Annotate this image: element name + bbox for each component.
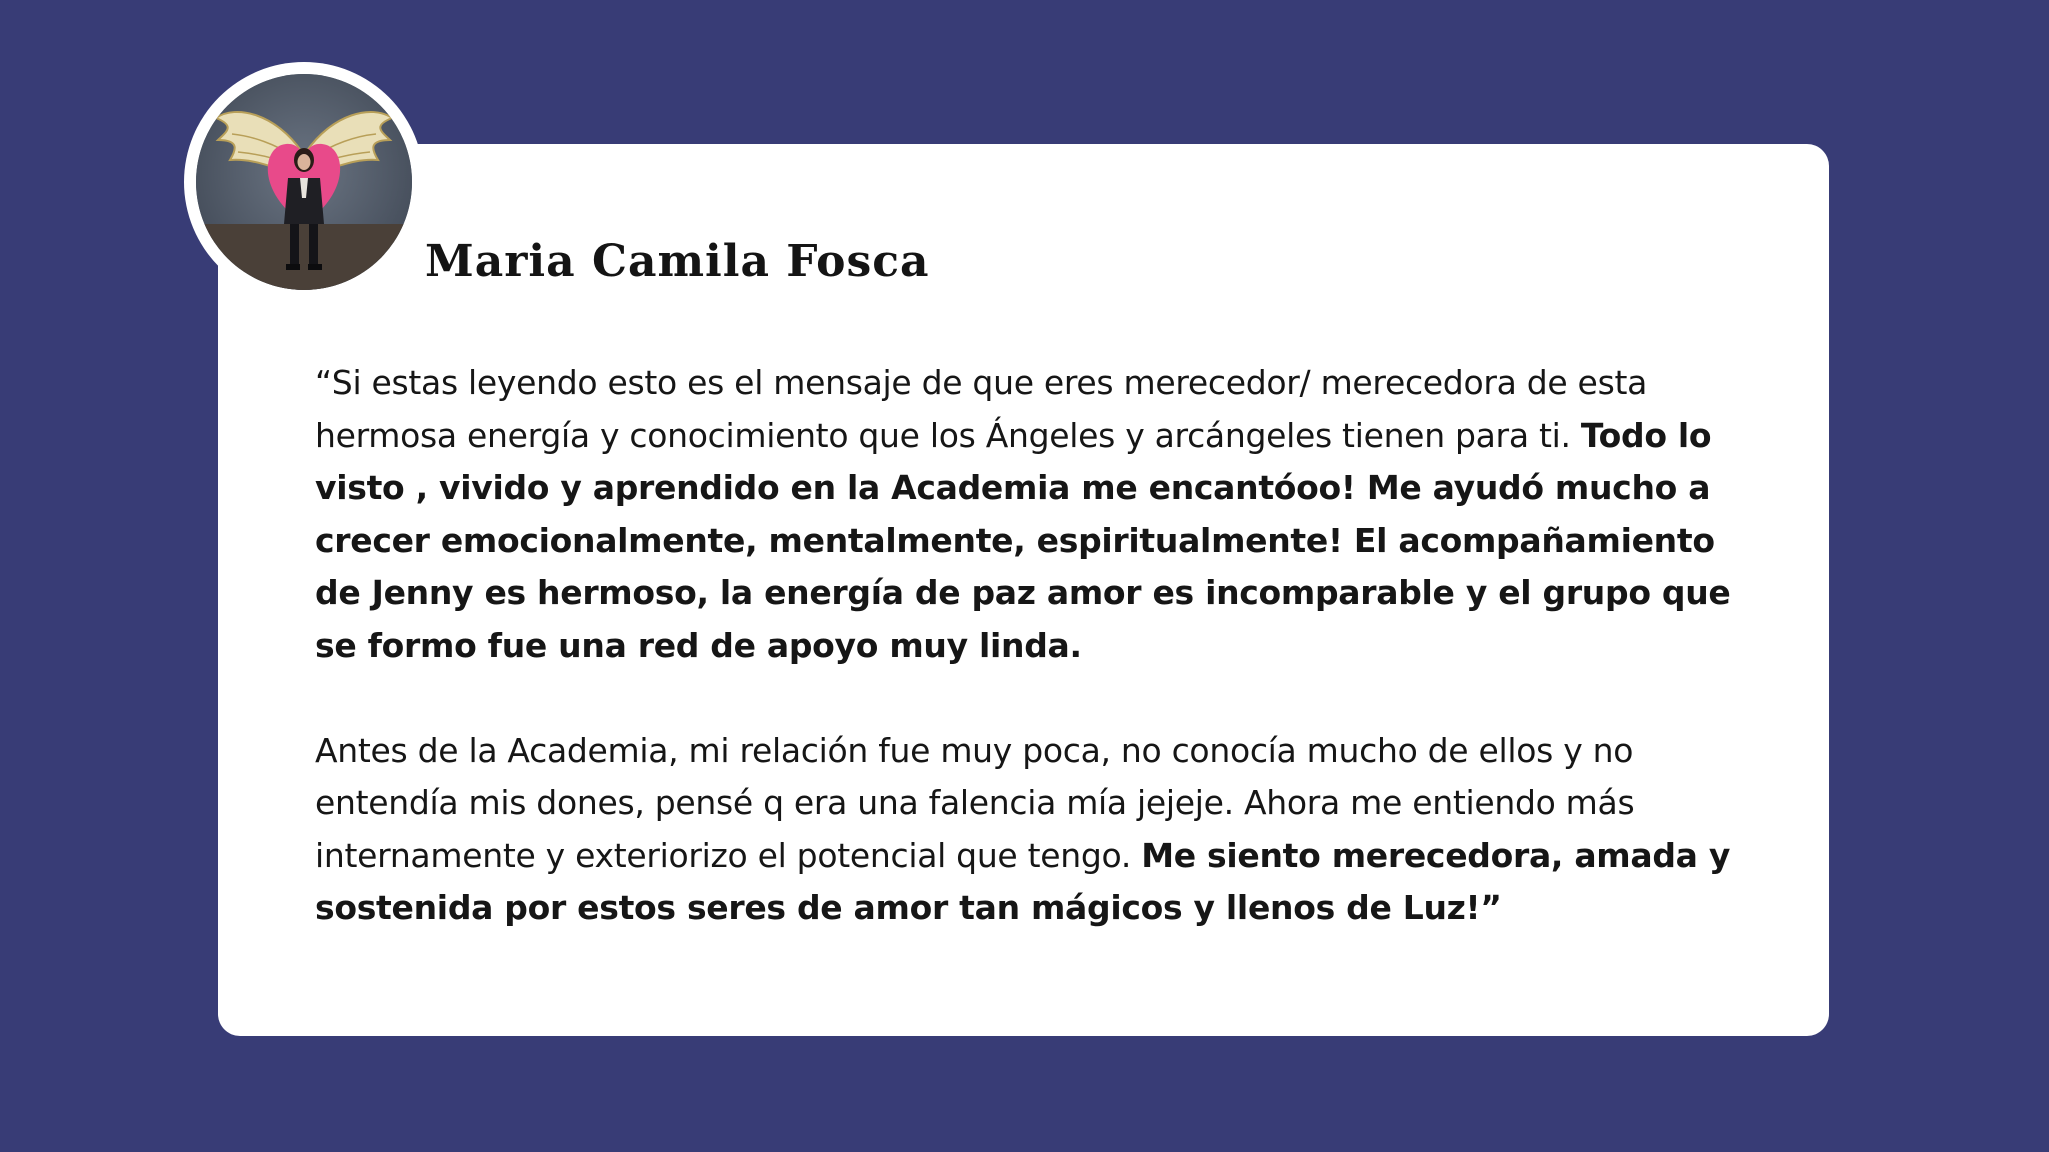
quote-body-text: Antes de la Academia, mi relación fue muy poca, no conocía mucho de ellos y no entendía mis dones, pensé q era una falencia mía jejeje. Ahora me entiendo más internamente y exteriorizo el potencial que tengo. [315,730,1635,875]
quote-paragraph-1 [315,357,1755,672]
quote-paragraph-2 [315,725,1755,935]
avatar [184,62,424,302]
testimonial-quote [315,357,1755,935]
quote-closing-highlight: Me siento merecedora, amada y sostenida por estos seres de amor tan mágicos y llenos de Luz!” [315,835,1731,927]
quote-intro-text: “Si estas leyendo esto es el mensaje de que eres merecedor/ merecedora de esta hermosa energía y conocimiento que los Ángeles y arcángeles tienen para ti. [315,363,1648,455]
profile-photo [196,74,412,290]
testimonial-author-name: Maria Camila Fosca [425,236,930,287]
quote-highlight-text: Todo lo visto , vivido y aprendido en la Academia me encantóoo! Me ayudó mucho a crecer emocionalmente, mentalmente, espiritualmente! El acompañamiento de Jenny es hermoso, la energía de paz amor es incomparable y el grupo que se formo fue una red de apoyo muy linda. [315,415,1731,665]
